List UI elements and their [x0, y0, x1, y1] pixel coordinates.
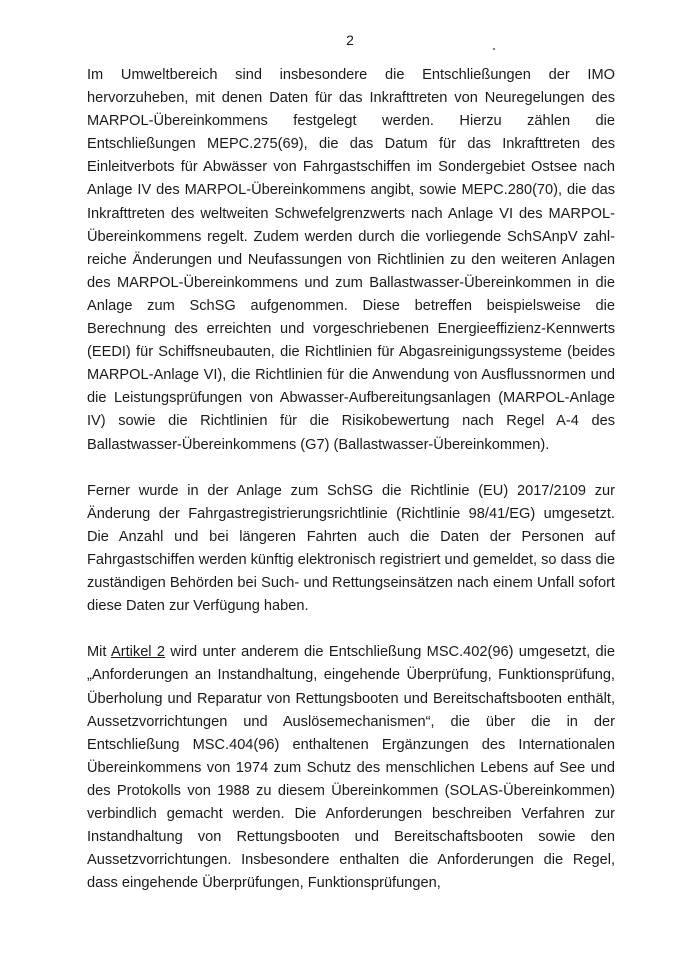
paragraph-passenger-registration: Ferner wurde in der Anlage zum SchSG die Richtlinie (EU) 2017/2109 zur Änderung der Fahrgastregistrierungsrichtlinie (Richtlinie 98/41/EG) umgesetzt. Die Anzahl und bei längeren Fahrten auch die Daten der Personen auf Fahrgastschiffen werden künftig elektronisch registriert und gemeldet, so dass die zuständigen Behörden bei Such- und Rettungseinsätzen nach einem Unfall sofort diese Daten zur Verfügung haben.	[87, 482, 615, 615]
paragraph-environment: Im Umweltbereich sind insbesondere die Entschließungen der IMO hervorzuheben, mit denen Daten für das Inkrafttreten von Neuregelungen des MARPOL-Übereinkommens festgelegt werden. Hierzu zählen die Entschließungen MEPC.275(69), die das Datum für das Inkrafttreten des Einleitverbots für Abwässer von Fahrgastschiffen im Sondergebiet Ostsee nach Anlage IV des MARPOL-Übereinkommens angibt, sowie MEPC.280(70), die das Inkrafttreten des weltweiten Schwefelgrenzwerts nach Anlage VI des MARPOL-Übereinkommens regelt. Zudem werden durch die vorliegende SchSAnpV zahl-reiche Änderungen und Neufassungen von Richtlinien zu den weiteren Anlagen des MARPOL-Übereinkommens und zum Ballastwasser-Übereinkommen in die Anlage zum SchSG aufgenommen. Diese betreffen beispielsweise die Berechnung des erreichten und vorgeschriebenen Energieeffizienz-Kennwerts (EEDI) für Schiffsneubauten, die Richtlinien für Abgasreinigungssysteme (beides MARPOL-Anlage VI), die Richtlinien für die Anwendung von Ausflussnormen und die Leistungsprüfungen von Abwasser-Aufbereitungsanlagen (MARPOL-Anlage IV) sowie die Richtlinien für die Risikobewertung nach Regel A-4 des Ballastwasser-Übereinkommens (G7) (Ballastwasser-Übereinkommen).	[87, 67, 615, 453]
paragraph-article-2-text: wird unter anderem die Entschließung MSC.402(96) umgesetzt, die „Anforderungen an Instandhaltung, eingehende Überprüfung, Funktionsprüfung, Überholung und Reparatur von Rettungsbooten und Bereitschaftsbooten enthält, Aussetzvorrichtungen und Auslösemechanismen“, die über die in der Entschließung MSC.404(96) enthaltenen Ergänzungen des Internationalen Übereinkommens von 1974 zum Schutz des menschlichen Lebens auf See und des Protokolls von 1988 zu diesem Übereinkommen (SOLAS-Übereinkommen) verbindlich gemacht werden. Die Anforderungen beschreiben Verfahren zur Instandhaltung von Rettungsbooten und Bereitschaftsbooten sowie den Aussetzvorrichtungen. Insbesondere enthalten die Anforderungen die Regel, dass eingehende Überprüfungen, Funktionsprüfungen,	[87, 644, 616, 892]
paragraph-article-2	[87, 641, 615, 895]
page-number: 2	[346, 32, 354, 48]
document-body	[87, 64, 615, 895]
paragraph-article-2-prefix: Mit	[87, 644, 111, 661]
scan-artifact-dot	[493, 48, 495, 50]
article-2-reference: Artikel 2	[111, 644, 166, 661]
